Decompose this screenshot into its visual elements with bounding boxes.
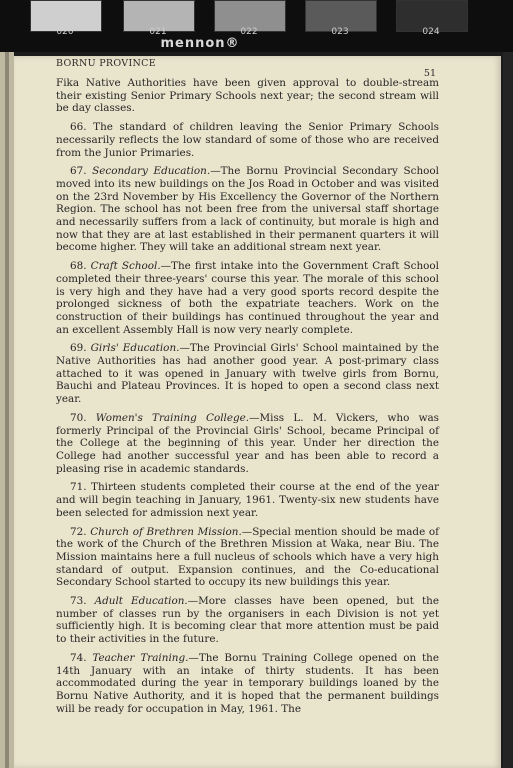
paragraph-heading: Secondary Education.	[92, 165, 211, 178]
paragraph-67	[56, 165, 439, 254]
paragraph-text: —More classes have been opened, but the number of classes run by the organisers in each Division is not yet sufficiently high. It is becoming clear that more attention must be paid to their activities in the future.	[56, 595, 440, 646]
page-header	[56, 58, 436, 79]
paragraph-71	[56, 481, 439, 519]
paragraph-number: 73.	[70, 595, 87, 608]
paragraph-number: 71.	[70, 481, 87, 494]
paragraph-text: —Special mention should be made of the work of the Church of the Brethren Mission at Waka, near Biu. The Mission maintains here a full nucleus of schools which have a very high standard of output. Expansion continues, and the Co-educational Secondary School started to occupy its new buildings this year.	[56, 525, 439, 589]
paragraph	[56, 77, 439, 115]
paragraph-number: 70.	[70, 411, 87, 424]
paragraph-number: 68.	[70, 260, 87, 273]
paragraph-number: 72.	[70, 525, 87, 538]
paragraph-text: —Miss L. M. Vickers, who was formerly Principal of the Provincial Girls' School, became Principal of the College at the beginning of this year. Under her direction the College had another successful year and has been able to record a pleasing rise in academic standards.	[56, 411, 439, 475]
page-number: 51	[423, 68, 436, 79]
paragraph-number: 66.	[70, 121, 87, 134]
body-text	[56, 77, 439, 721]
paragraph-heading: Women's Training College.	[95, 411, 250, 424]
paragraph-66	[56, 121, 439, 159]
background-edge	[503, 52, 513, 768]
color-scale-bar	[0, 0, 513, 52]
scale-brand-logo: mennon®	[160, 36, 240, 51]
paragraph-text: —The first intake into the Government Craft School completed their three-years' course this year. The morale of this school is very high and they have had a very good sports record despite the prolonged sickness of both the expatriate teachers. Work on the construction of their buildings has continued throughout the year and an excellent Assembly Hall is now very nearly complete.	[56, 260, 439, 336]
paragraph-number: 69.	[70, 342, 87, 355]
paragraph-68	[56, 260, 439, 336]
paragraph-73	[56, 595, 439, 646]
paragraph-72	[56, 526, 439, 590]
patch-label-023: 023	[331, 27, 349, 37]
paragraph-heading: Craft School.	[90, 260, 161, 273]
paragraph-text: Thirteen students completed their course at the end of the year and will begin teaching in January, 1961. Twenty-six new students have been selected for admission next year.	[56, 481, 439, 519]
patch-label-024: 024	[422, 27, 440, 37]
paragraph-text: —The Bornu Training College opened on the 14th January with an intake of thirty students. It has been accommodated during the year in temporary buildings loaned by the Bornu Native Authority, and it is hoped that the permanent buildings will be ready for occupation in May, 1961. The	[56, 651, 440, 715]
paragraph-heading: Girls' Education.	[90, 342, 180, 355]
book-spine	[5, 52, 9, 768]
paragraph-text: The standard of children leaving the Senior Primary Schools necessarily reflects the low standard of some of those who are received from the Junior Primaries.	[56, 121, 439, 159]
running-head: BORNU PROVINCE	[56, 58, 156, 69]
paragraph-heading: Teacher Training.	[92, 651, 189, 664]
paragraph-69	[56, 342, 439, 406]
patch-label-021: 021	[149, 27, 167, 37]
paragraph-number: 67.	[70, 165, 87, 178]
paragraph-text: —The Bornu Provincial Secondary School moved into its new buildings on the Jos Road in October and was visited on the 23rd November by His Excellency the Governor of the Northern Region. The school has not been free from the universal staff shortage and necessarily suffers from a lack of continuity, but morale is high and now that they are at last established in their permanent quarters it will become higher. They will take an additional stream next year.	[56, 165, 439, 254]
patch-label-020: 020	[56, 27, 74, 37]
patch-label-022: 022	[240, 27, 258, 37]
paragraph-74	[56, 652, 439, 716]
paragraph-heading: Adult Education.	[94, 595, 188, 608]
paragraph-number: 74.	[70, 651, 87, 664]
paragraph-text: —The Provincial Girls' School maintained by the Native Authorities has had another good year. A post-primary class attached to it was opened in January with twelve girls from Bornu, Bauchi and Plateau Provinces. It is hoped to open a second class next year.	[56, 342, 439, 406]
paragraph-70	[56, 412, 439, 476]
paragraph-text: Fika Native Authorities have been given approval to double-stream their existing Senior Primary Schools next year; the second stream will be day classes.	[56, 77, 439, 115]
paragraph-heading: Church of Brethren Mission.	[90, 525, 242, 538]
